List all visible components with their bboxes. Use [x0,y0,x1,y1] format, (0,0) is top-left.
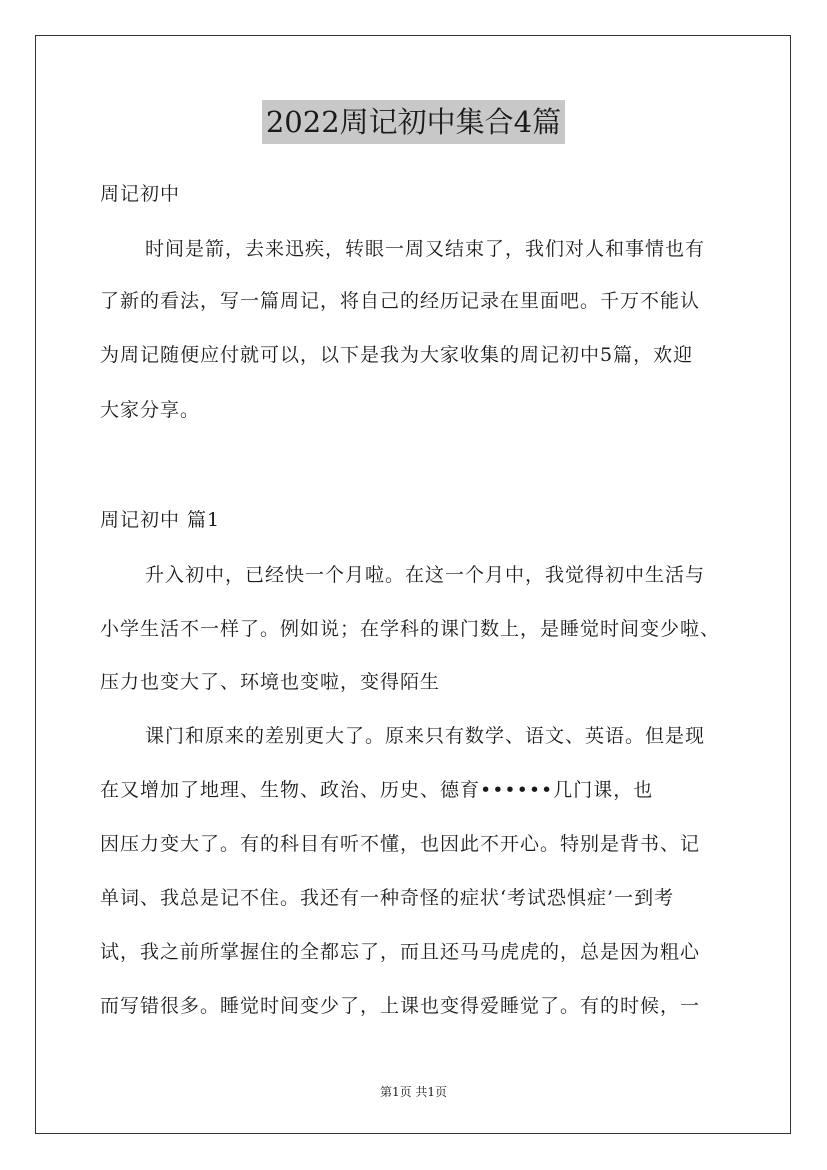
section1-heading: 周记初中 篇1 [100,509,221,531]
section1-para1-line-3: 压力也变大了、环境也变啦，变得陌生 [100,671,441,693]
section1-para2-line-6: 而写错很多。睡觉时间变少了，上课也变得爱睡觉了。有的时候，一 [100,995,701,1017]
section1-para2-line-4: 单词、我总是记不住。我还有一种奇怪的症状‘考试恐惧症’一到考 [100,887,675,909]
section1-para2-line-2: 在又增加了地理、生物、政治、历史、德育••••••几门课，也 [100,779,654,801]
document-title: 2022周记初中集合4篇 [262,100,565,144]
section1-para2-line-3: 因压力变大了。有的科目有听不懂，也因此不开心。特别是背书、记 [100,833,701,855]
page-footer: 第1页 共1页 [379,1085,448,1099]
intro-line-3: 为周记随便应付就可以，以下是我为大家收集的周记初中5篇，欢迎 [100,344,694,366]
section1-para1-line-1: 升入初中，已经快一个月啦。在这一个月中，我觉得初中生活与 [145,564,706,586]
document-title-container [0,100,827,144]
section1-para1-line-2: 小学生活不一样了。例如说；在学科的课门数上，是睡觉时间变少啦、 [100,618,721,640]
intro-line-4: 大家分享。 [100,399,201,421]
section1-para2-line-5: 试，我之前所掌握住的全都忘了，而且还马马虎虎的，总是因为粗心 [100,941,701,963]
intro-heading: 周记初中 [100,183,181,205]
section1-para2-line-1: 课门和原来的差别更大了。原来只有数学、语文、英语。但是现 [145,725,706,747]
intro-line-1: 时间是箭，去来迅疾，转眼一周又结束了，我们对人和事情也有 [145,238,706,260]
intro-line-2: 了新的看法，写一篇周记，将自己的经历记录在里面吧。千万不能认 [100,290,701,312]
